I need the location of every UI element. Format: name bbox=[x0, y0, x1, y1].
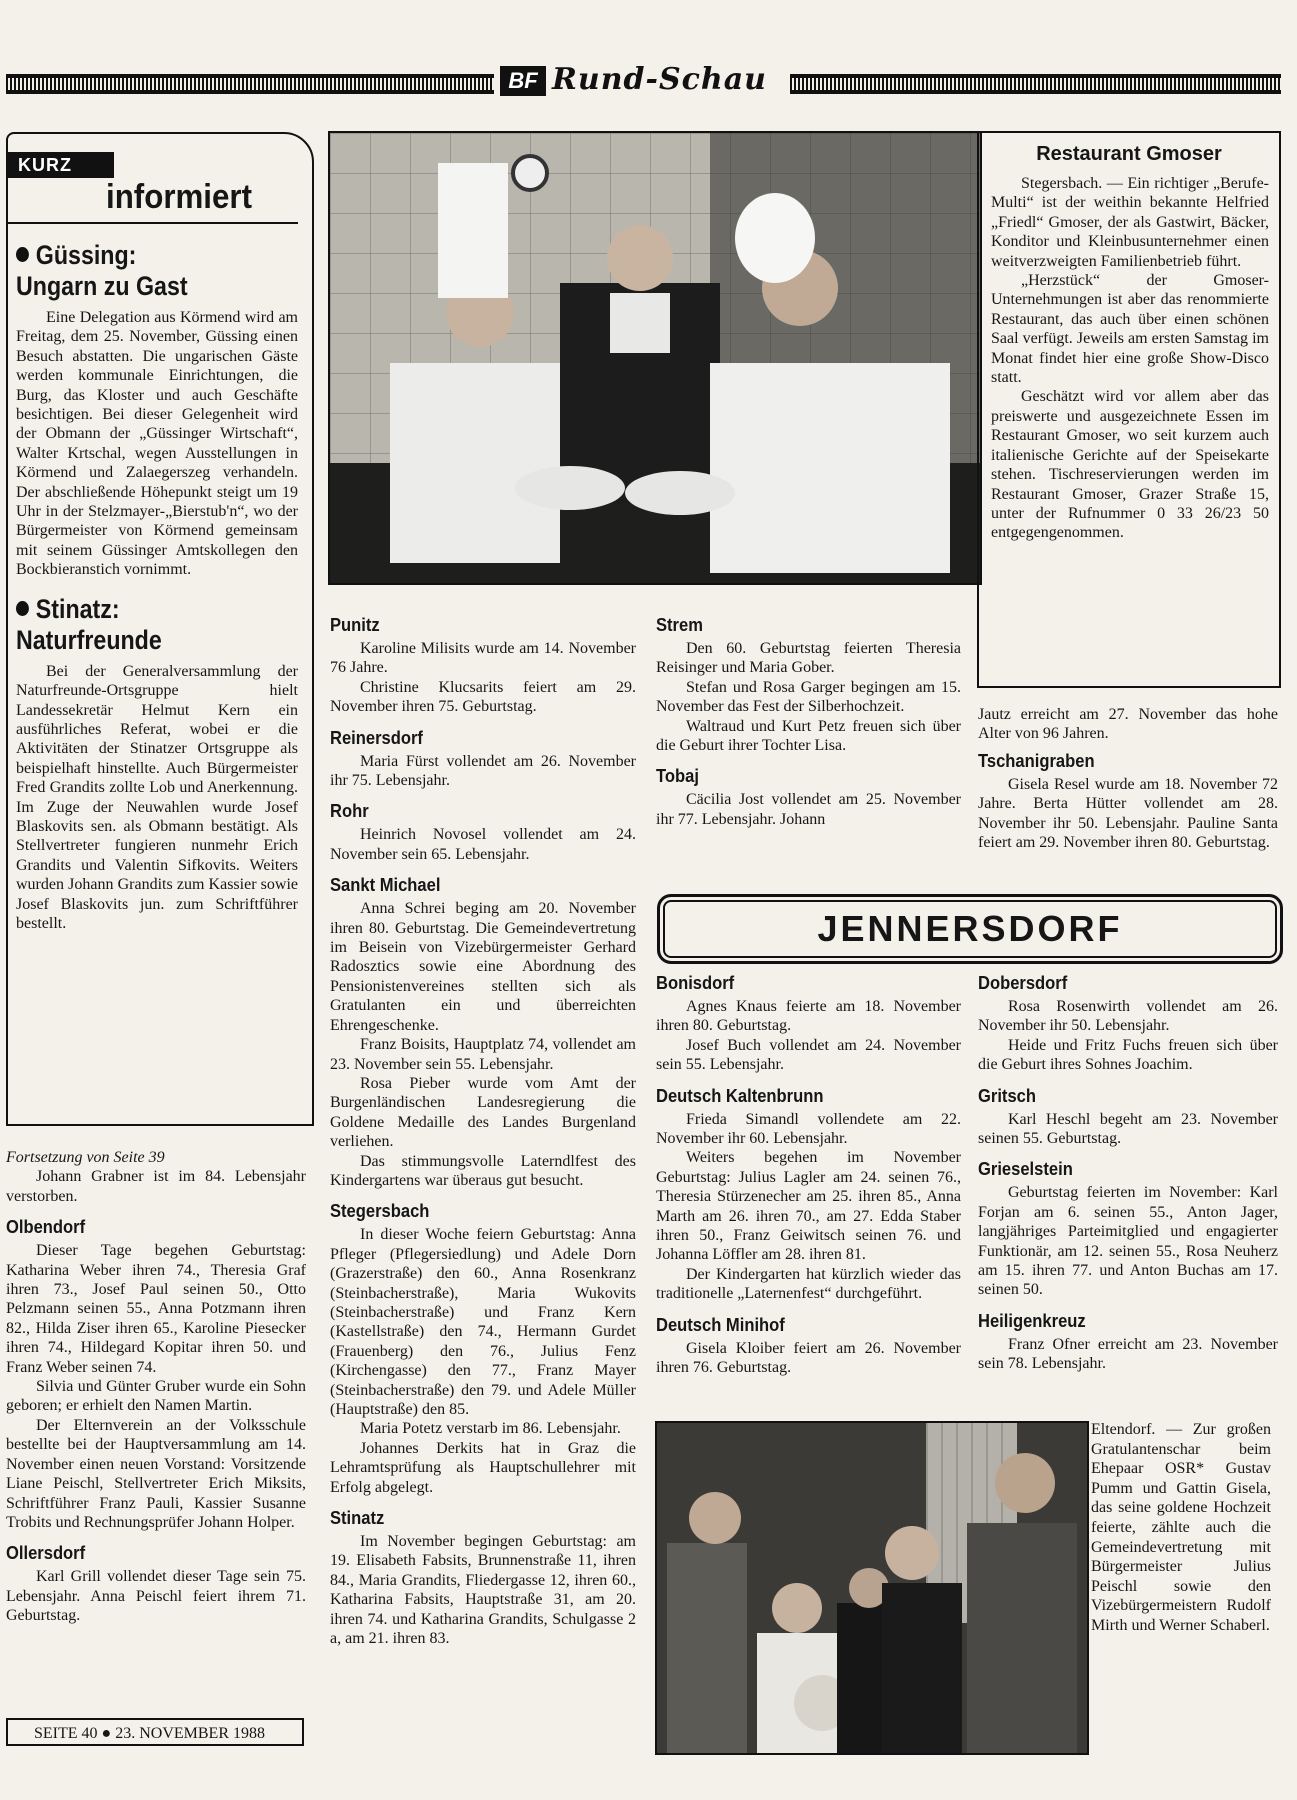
section-heading: Heiligenkreuz bbox=[978, 1310, 1086, 1331]
section-paragraph: Im November begingen Geburtstag: am 19. Elisabeth Fabsits, Brunnenstraße 11, ihren 84., Maria Grandits, Fliedergasse 12, ihren 60., Katharina Fabsits, Hauptstraße 31, am 20. ihren 74. und Katharina Grandits, Schulgasse 2 a, am 21. ihren 83. bbox=[330, 1533, 636, 1648]
section-heading: Olbendorf bbox=[6, 1217, 86, 1238]
section-paragraph: Karl Heschl begeht am 23. November seinen 55. Geburtstag. bbox=[978, 1110, 1278, 1148]
section-paragraph: Anna Schrei beging am 20. November ihren 80. Geburtstag. Die Gemeindevertretung im Beisein von Vizebürgermeister Gerhard Radosztics sowie eine Abordnung des Pensionistenvereines stellten sich als Gratulanten ein und überreichten Ehrengeschenke. bbox=[330, 900, 636, 1034]
column-1-lower bbox=[6, 1148, 306, 1626]
section-paragraph: Stefan und Rosa Garger begingen am 15. November das Fest der Silberhochzeit. bbox=[656, 678, 961, 716]
section-heading: Punitz bbox=[330, 615, 380, 635]
jennersdorf-title: JENNERSDORF bbox=[817, 908, 1123, 949]
article-text: Eine Delegation aus Körmend wird am Freitag, dem 25. November, Güssing einen Besuch abstatten. Die ungarischen Gäste werden kommunale Einrichtungen, die Burg, das Kloster und auch Geschäfte besichtigen. Bei dieser Gelegenheit wird der Obmann der „Güssinger Wirtschaft“, Walter Krtschal, wegen Ausstellungen in Körmend und Zalaegerszeg verhandeln. Der abschließende Höhepunkt steigt um 19 Uhr in der Stelzmayer-„Bierstub'n“, wo der Bürgermeister von Körmend gemeinsam mit seinem Güssinger Amtskollegen den Bockbieranstich vornimmt. bbox=[16, 309, 298, 579]
section-paragraph: Cäcilia Jost vollendet am 25. November ihr 77. Lebensjahr. Johann bbox=[656, 791, 961, 828]
section-heading: Ollersdorf bbox=[6, 1543, 86, 1564]
section-paragraph: Gisela Kloiber feiert am 26. November ihren 76. Geburtstag. bbox=[656, 1339, 961, 1377]
section-paragraph: Den 60. Geburtstag feierten Theresia Reisinger und Maria Gober. bbox=[656, 640, 961, 677]
caption-text: Eltendorf. — Zur großen Gratulantenschar beim Ehepaar OSR* Gustav Pumm und Gattin Gisela, das seine goldene Hochzeit feierte, zählte auch die Gemeindevertretung mit Bürgermeister Julius Peischl sowie den Vizebürgermeistern Rudolf Mirth und Werner Schaberl. bbox=[1091, 1421, 1271, 1634]
bullet-icon bbox=[16, 247, 29, 262]
restaurant-box bbox=[977, 131, 1281, 688]
golden-wedding-photo-image bbox=[657, 1423, 1087, 1753]
section-paragraph: Heinrich Novosel vollendet am 24. November sein 65. Lebensjahr. bbox=[330, 826, 636, 863]
section-heading: Deutsch Minihof bbox=[656, 1314, 785, 1335]
section-paragraph: Weiters begehen im November Geburtstag: Julius Lagler am 24. seinen 76., Theresia Stürzenecher am 25. ihren 85., Anna Marth am 26. ihren 70., am 27. Edda Staber ihren 50., Franz Geiwitsch seinen 76. und Johanna Löffler am 28. ihren 81. bbox=[656, 1149, 961, 1264]
section-paragraph: Maria Potetz verstarb im 86. Lebensjahr. bbox=[360, 1420, 621, 1438]
restaurant-paragraph: „Herzstück“ der Gmoser-Unternehmungen ist aber das renommierte Restaurant, das auch über einen schönen Saal verfügt. Jeweils am ersten Samstag im Monat findet hier eine große Show-Disco statt. bbox=[991, 272, 1269, 387]
section-paragraph: Das stimmungsvolle Laterndlfest des Kindergartens war überaus gut besucht. bbox=[330, 1152, 636, 1189]
section-paragraph: Christine Klucsarits feiert am 29. November ihren 75. Geburtstag. bbox=[330, 678, 636, 716]
section-heading: Tobaj bbox=[656, 766, 699, 787]
kurz-column bbox=[16, 230, 298, 933]
section-heading: Rohr bbox=[330, 801, 369, 822]
section-heading: Stinatz bbox=[330, 1508, 385, 1529]
masthead-title: Rund-Schau bbox=[552, 62, 767, 97]
kurz-tag: KURZ bbox=[8, 152, 114, 178]
section-paragraph: Geburtstag feierten im November: Karl Forjan am 6. seinen 55., Anton Jager, langjähriges Parteimitglied und engagierter Funktionär, am 12. seinen 55., Rosa Neuherz am 15. ihren 77. und Anton Buchas am 17. seinen 50. bbox=[978, 1184, 1278, 1299]
chefs-photo-image bbox=[330, 133, 980, 583]
jennersdorf-right-column bbox=[978, 972, 1278, 1374]
section-paragraph: Josef Buch vollendet am 24. November sein 55. Lebensjahr. bbox=[656, 1036, 961, 1074]
page-footer: SEITE 40 ● 23. NOVEMBER 1988 bbox=[6, 1718, 304, 1746]
masthead-rule-right bbox=[790, 74, 1281, 94]
masthead-rule-left bbox=[6, 74, 494, 94]
section-paragraph: Karl Grill vollendet dieser Tage sein 75. Lebensjahr. Anna Peischl feiert ihrem 71. Geburtstag. bbox=[6, 1568, 306, 1625]
section-paragraph: In dieser Woche feiern Geburtstag: Anna Pfleger (Pflegersiedlung) und Adele Dorn (Grazerstraße) den 60., Anna Rosenkranz (Steinbacherstraße), Maria Wukovits (Steinbacherstraße) und Franz Kern (Kastellstraße) den 74., Hermann Gurdet (Frauenberg) den 76., Julius Fenz (Kirchengasse) den 77., Franz Mayer (Steinbacherstraße) den 79. und Adele Müller (Hauptstraße) den 85. bbox=[330, 1226, 636, 1418]
column-4-top bbox=[978, 705, 1278, 852]
kurz-title: informiert bbox=[106, 178, 252, 216]
section-paragraph: Frieda Simandl vollendete am 22. November ihr 60. Lebensjahr. bbox=[656, 1110, 961, 1148]
section-heading: Reinersdorf bbox=[330, 727, 423, 748]
section-heading: Gritsch bbox=[978, 1085, 1036, 1106]
chefs-photo bbox=[328, 131, 982, 585]
section-heading: Deutsch Kaltenbrunn bbox=[656, 1085, 824, 1106]
restaurant-paragraph: Geschätzt wird vor allem aber das preiswerte und ausgezeichnete Essen im Restaurant Gmoser, wo seit kurzem auch italienische Gerichte auf der Speisekarte stehen. Tischreservierungen werden im Restaurant Gmoser, Grazer Straße 15, unter der Rufnummer 0 33 26/23 50 entgegengenommen. bbox=[991, 388, 1269, 542]
restaurant-title: Restaurant Gmoser bbox=[1036, 143, 1222, 165]
section-heading: Tschanigraben bbox=[978, 750, 1095, 771]
article-stinatz bbox=[16, 594, 298, 934]
section-paragraph: Maria Fürst vollendet am 26. November ihr 75. Lebensjahr. bbox=[330, 752, 636, 790]
section-paragraph: Jautz erreicht am 27. November das hohe Alter von 96 Jahren. bbox=[978, 706, 1278, 743]
continued-text: Johann Grabner ist im 84. Lebensjahr verstorben. bbox=[6, 1168, 306, 1205]
kurz-title-rule bbox=[8, 222, 298, 224]
restaurant-paragraph: Stegersbach. — Ein richtiger „Berufe-Multi“ ist der weithin bekannte Helfried „Friedl“ Gmoser, der als Gastwirt, Bäcker, Konditor und Kleinbusunternehmer einen weitverzweigten Familienbetrieb führt. bbox=[991, 175, 1269, 270]
section-paragraph: Franz Boisits, Hauptplatz 74, vollendet am 23. November sein 55. Lebensjahr. bbox=[330, 1036, 636, 1073]
section-paragraph: Karoline Milisits wurde am 14. November 76 Jahre. bbox=[330, 640, 636, 677]
section-paragraph: Der Elternverein an der Volksschule bestellte bei der Hauptversammlung am 14. November einen neuen Vorstand: Vorsitzende Liane Peischl, Stellvertreter Erich Miksits, Schriftführer Franz Pauli, Kassier Susanne Trobits und Rechnungsprüfer Johann Holper. bbox=[6, 1416, 306, 1531]
section-paragraph: Silvia und Günter Gruber wurde ein Sohn geboren; er erhielt den Namen Martin. bbox=[6, 1378, 306, 1415]
section-paragraph: Rosa Pieber wurde vom Amt der Burgenländischen Landesregierung die Goldene Medaille des Landes Burgenland verliehen. bbox=[330, 1074, 636, 1151]
continued-note: Fortsetzung von Seite 39 bbox=[6, 1149, 165, 1166]
section-heading: Sankt Michael bbox=[330, 875, 441, 896]
section-paragraph: Agnes Knaus feierte am 18. November ihren 80. Geburtstag. bbox=[656, 998, 961, 1035]
section-paragraph: Franz Ofner erreicht am 23. November sein 78. Lebensjahr. bbox=[978, 1335, 1278, 1373]
article-guessing bbox=[16, 240, 298, 580]
section-paragraph: Johannes Derkits hat in Graz die Lehramtsprüfung als Hauptschullehrer mit Erfolg abgelegt. bbox=[330, 1439, 636, 1496]
section-heading: Stegersbach bbox=[330, 1201, 430, 1222]
jennersdorf-banner bbox=[657, 894, 1283, 964]
column-2 bbox=[330, 614, 636, 1648]
section-paragraph: Dieser Tage begehen Geburtstag: Katharina Weber ihren 74., Theresia Graf ihren 73., Josef Paul seinen 50., Otto Pelzmann seinen 55., Anna Potzmann ihren 82., Hilda Ziser ihren 65., Karoline Piesecker ihren 74., Hildegard Kopitar ihren 50. und Franz Weber seinen 74. bbox=[6, 1242, 306, 1376]
column-3-top bbox=[656, 614, 961, 829]
golden-wedding-photo bbox=[655, 1421, 1089, 1755]
section-paragraph: Gisela Resel wurde am 18. November 72 Jahre. Berta Hütter vollendet am 28. November ihr 50. Lebensjahr. Pauline Santa feiert am 29. November ihren 80. Geburtstag. bbox=[978, 775, 1278, 852]
article-text: Bei der Generalversammlung der Naturfreunde-Ortsgruppe hielt Landessekretär Helmut Kern ein ausführliches Referat, wobei er die Aktivitäten der Stinatzer Ortsgruppe als beispielhaft hinstellte. Auch Bürgermeister Fred Grandits zollte Lob und Anerkennung. Im Zuge der Neuwahlen wurde Josef Blaskovits sen. als Obmann bestätigt. Als Stellvertreter fungieren nunmehr Erich Grandits und Valentin Sifkovits. Weiters wurden Johann Grandits zum Kassier sowie Josef Blaskovits jun. zum Schriftführer bestellt. bbox=[16, 662, 298, 932]
section-heading: Dobersdorf bbox=[978, 973, 1068, 993]
jennersdorf-left-column bbox=[656, 972, 961, 1378]
masthead-logo: BF bbox=[500, 66, 546, 96]
section-heading: Strem bbox=[656, 615, 703, 635]
article-heading: Güssing: Ungarn zu Gast bbox=[16, 240, 188, 301]
section-paragraph: Der Kindergarten hat kürzlich wieder das traditionelle „Laternenfest“ durchgeführt. bbox=[656, 1265, 961, 1303]
section-paragraph: Rosa Rosenwirth vollendet am 26. November ihr 50. Lebensjahr. bbox=[978, 998, 1278, 1035]
section-heading: Grieselstein bbox=[978, 1159, 1073, 1180]
section-paragraph: Waltraud und Kurt Petz freuen sich über die Geburt ihrer Tochter Lisa. bbox=[656, 717, 961, 755]
section-paragraph: Heide und Fritz Fuchs freuen sich über die Geburt ihres Sohnes Joachim. bbox=[978, 1036, 1278, 1074]
restaurant-text bbox=[979, 174, 1279, 543]
article-heading: Stinatz: Naturfreunde bbox=[16, 593, 162, 655]
section-heading: Bonisdorf bbox=[656, 973, 735, 993]
bullet-icon bbox=[16, 601, 29, 616]
photo-caption bbox=[1091, 1420, 1271, 1636]
